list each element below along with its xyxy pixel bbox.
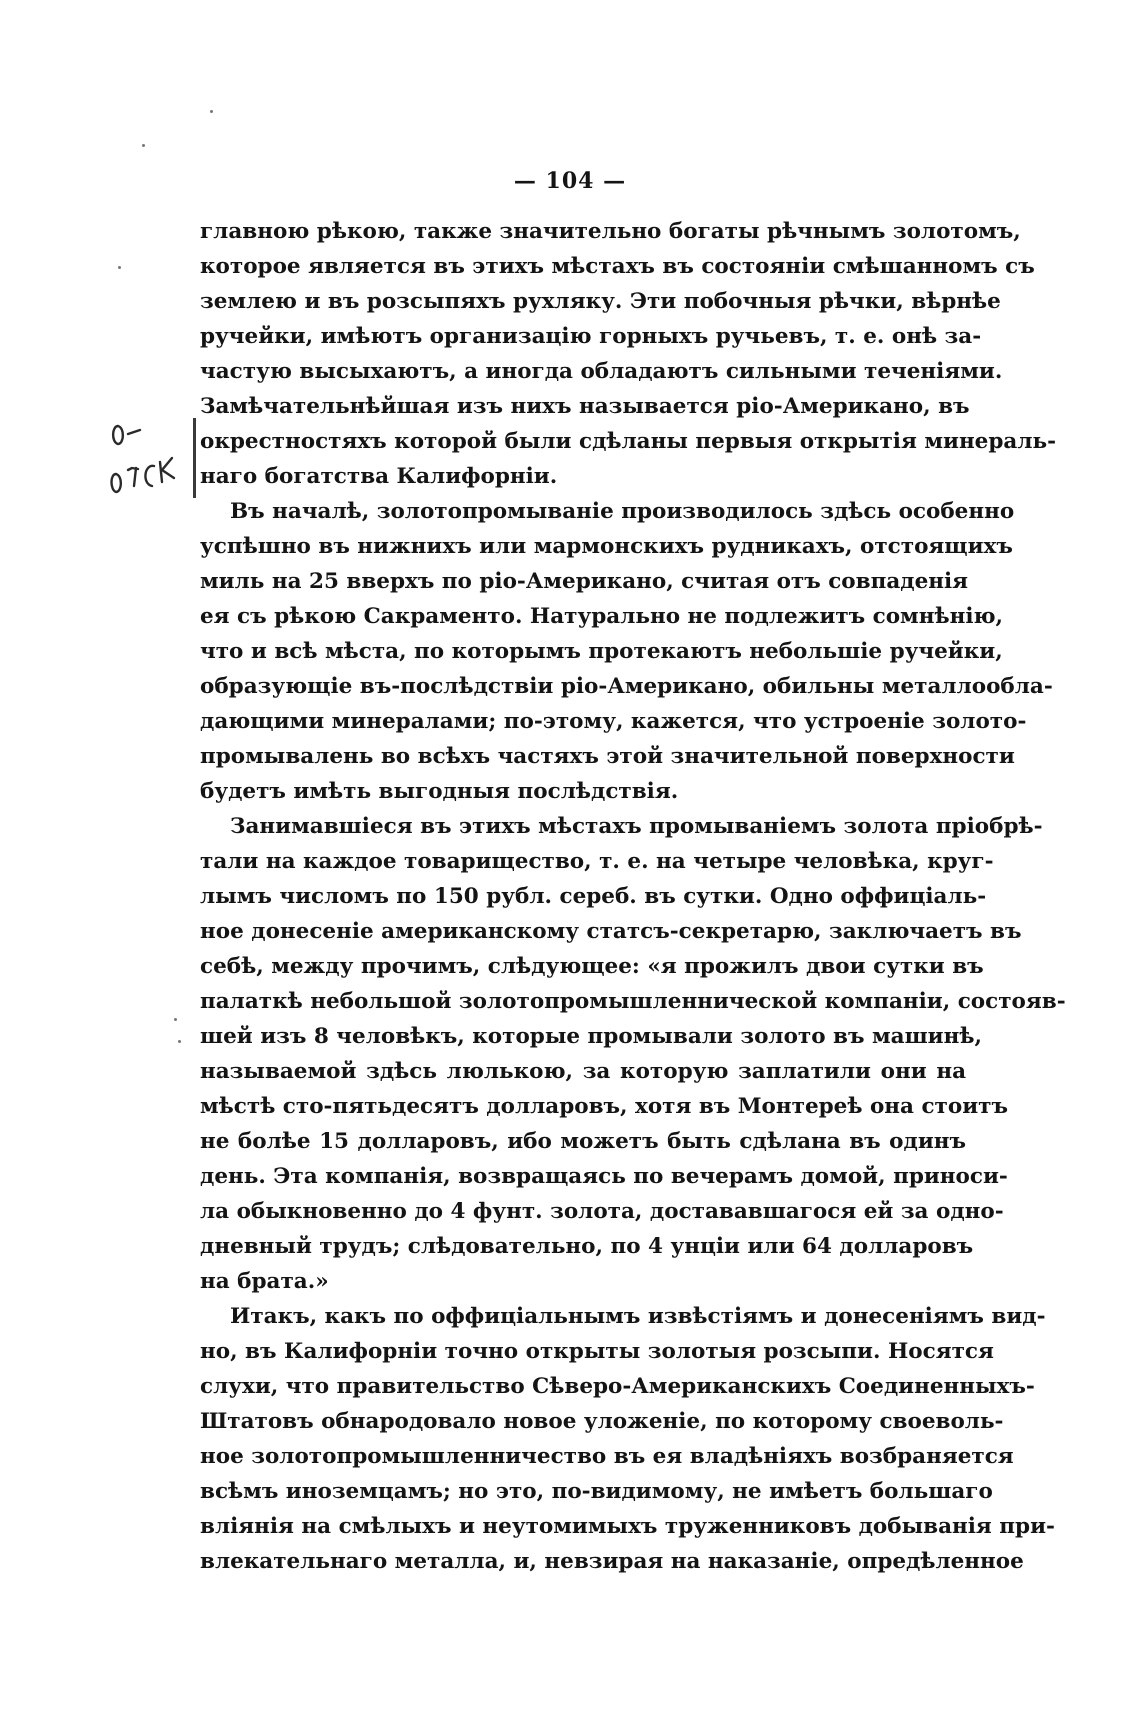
text-line: ное донесеніе американскому статсъ-секретарю, заключаетъ въ [200,919,1022,944]
speck [174,1018,177,1021]
text-line: главною рѣкою, также значительно богаты рѣчнымъ золотомъ, [200,219,1021,244]
text-line: Замѣчательнѣйшая изъ нихъ называется ріо-Американо, въ [200,394,970,419]
text-line: Итакъ, какъ по оффиціальнымъ извѣстіямъ и донесеніямъ вид- [230,1304,1046,1329]
speck [210,110,213,113]
handwritten-note-drawing [110,420,190,520]
text-line: мѣстѣ сто-пятьдесятъ долларовъ, хотя въ Монтереѣ она стоитъ [200,1094,1008,1119]
text-line: что и всѣ мѣста, по которымъ протекаютъ небольшіе ручейки, [200,639,1003,664]
text-line: наго богатства Калифорніи. [200,464,558,489]
speck [178,1040,181,1043]
margin-bracket [193,418,196,498]
page-number: — 104 — [513,168,627,194]
text-line: но, въ Калифорніи точно открыты золотыя розсыпи. Носятся [200,1339,994,1364]
text-line: тали на каждое товарищество, т. е. на четыре человѣка, круг- [200,849,994,874]
text-line: влекательнаго металла, и, невзирая на наказаніе, опредѣленное [200,1549,1024,1574]
text-line: называемой здѣсь люлькою, за которую заплатили они на [200,1059,966,1084]
text-line: лымъ числомъ по 150 рубл. сереб. въ сутки. Одно оффиціаль- [200,884,987,909]
body-text [200,214,1066,1579]
text-line: себѣ, между прочимъ, слѣдующее: «я прожилъ двои сутки въ [200,954,984,979]
text-line: частую высыхаютъ, а иногда обладаютъ сильными теченіями. [200,359,1003,384]
text-line: промывалень во всѣхъ частяхъ этой значительной поверхности [200,744,1015,769]
text-line: ла обыкновенно до 4 фунт. золота, достававшагося ей за одно- [200,1199,1004,1224]
text-line: которое является въ этихъ мѣстахъ въ состояніи смѣшанномъ съ [200,254,1035,279]
text-line: ея съ рѣкою Сакраменто. Натурально не подлежитъ сомнѣнію, [200,604,1004,629]
text-line: образующіе въ-послѣдствіи ріо-Американо, обильны металлообла- [200,674,1053,699]
text-line: миль на 25 вверхъ по ріо-Американо, считая отъ совпаденія [200,569,969,594]
text-line: на брата.» [200,1269,329,1294]
text-line: окрестностяхъ которой были сдѣланы первыя открытія минераль- [200,429,1057,454]
text-line: Штатовъ обнародовало новое уложеніе, по которому своеволь- [200,1409,1004,1434]
text-line: шей изъ 8 человѣкъ, которые промывали золото въ машинѣ, [200,1024,982,1049]
text-line: Въ началѣ, золотопромываніе производилось здѣсь особенно [230,499,1015,524]
text-line: день. Эта компанія, возвращаясь по вечерамъ домой, приноси- [200,1164,1008,1189]
text-line: дневный трудъ; слѣдовательно, по 4 унціи или 64 долларовъ [200,1234,974,1259]
speck [142,144,145,147]
text-line: дающими минералами; по-этому, кажется, что устроеніе золото- [200,709,1027,734]
text-line: землею и въ розсыпяхъ рухляку. Эти побочныя рѣчки, вѣрнѣе [200,289,1001,314]
speck [118,266,121,269]
text-line: будетъ имѣть выгодныя послѣдствія. [200,779,679,804]
text-line: успѣшно въ нижнихъ или мармонскихъ рудникахъ, отстоящихъ [200,534,1013,559]
text-line: не болѣе 15 долларовъ, ибо можетъ быть сдѣлана въ одинъ [200,1129,966,1154]
text-line: ручейки, имѣютъ организацію горныхъ ручьевъ, т. е. онѣ за- [200,324,982,349]
text-line: Занимавшіеся въ этихъ мѣстахъ промываніемъ золота пріобрѣ- [230,814,1043,839]
text-line: ное золотопромышленничество въ ея владѣніяхъ возбраняется [200,1444,1014,1469]
handwritten-margin-note [110,420,190,520]
text-line: всѣмъ иноземцамъ; но это, по-видимому, не имѣетъ большаго [200,1479,993,1504]
text-line: вліянія на смѣлыхъ и неутомимыхъ труженниковъ добыванія при- [200,1514,1055,1539]
text-line: палаткѣ небольшой золотопромышленнической компаніи, состояв- [200,989,1066,1014]
text-line: слухи, что правительство Сѣверо-Американскихъ Соединенныхъ- [200,1374,1035,1399]
